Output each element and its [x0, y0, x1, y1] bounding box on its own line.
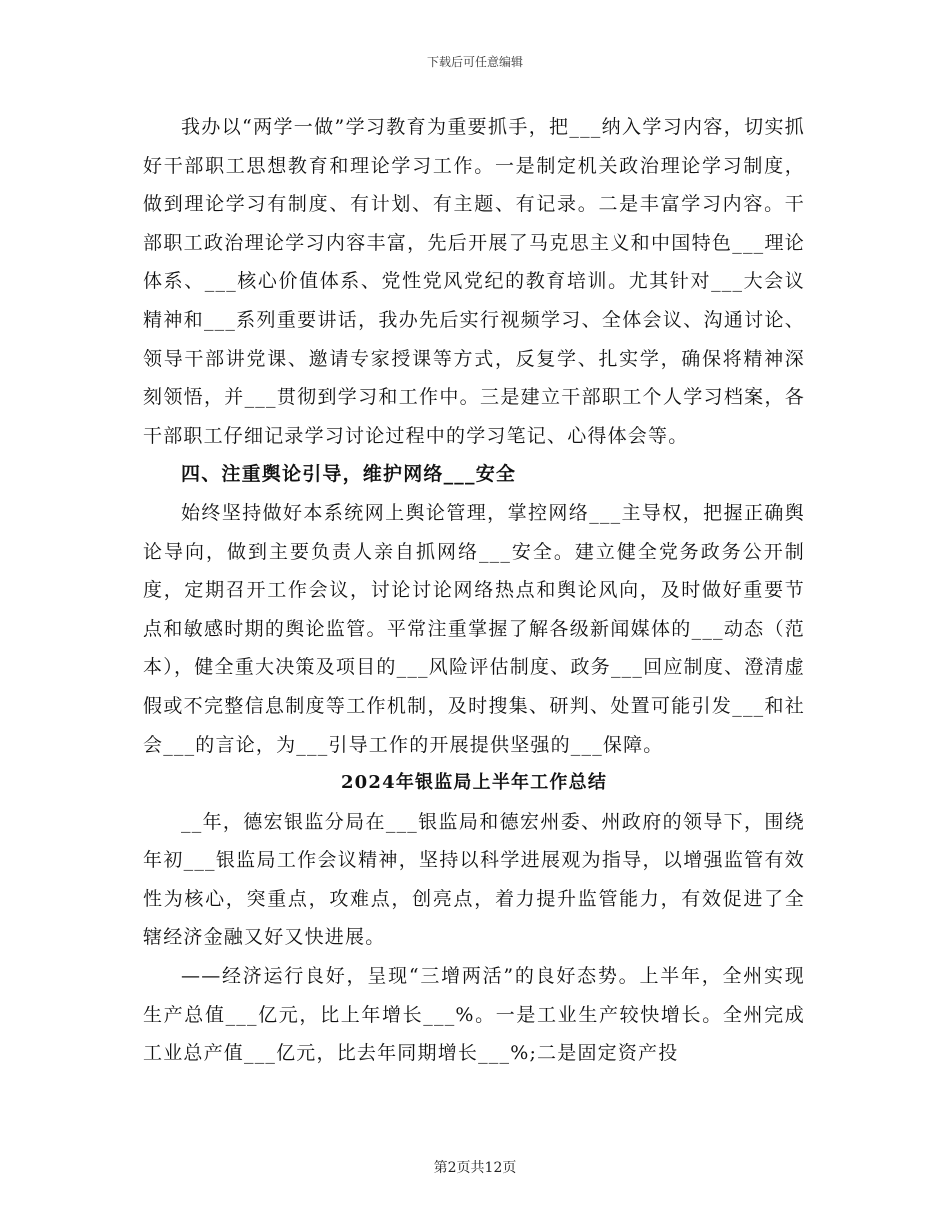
document-body [143, 108, 805, 1073]
page-header: 下载后可任意编辑 [426, 55, 523, 69]
document-title: 2024年银监局上半年工作总结 [340, 772, 608, 794]
paragraph-intro: __年，德宏银监分局在___银监局和德宏州委、州政府的领导下，围绕年初___银监局工作会议精神，坚持以科学进展观为指导，以增强监管有效性为核心，突重点，攻难点，创亮点，着力提升监管能力，有效促进了全辖经济金融又好又快进展。 [143, 810, 805, 949]
section-heading: 四、注重舆论引导，维护网络___安全 [181, 463, 517, 486]
paragraph-study: 我办以“两学一做”学习教育为重要抓手，把___纳入学习内容，切实抓好干部职工思想教育和理论学习工作。一是制定机关政治理论学习制度，做到理论学习有制度、有计划、有主题、有记录。二是丰富学习内容。干部职工政治理论学习内容丰富，先后开展了马克思主义和中国特色___理论体系、___核心价值体系、党性党风党纪的教育培训。尤其针对___大会议精神和___系列重要讲话，我办先后实行视频学习、全体会议、沟通讨论、领导干部讲党课、邀请专家授课等方式，反复学、扎实学，确保将精神深刻领悟，并___贯彻到学习和工作中。三是建立干部职工个人学习档案，各干部职工仔细记录学习讨论过程中的学习笔记、心得体会等。 [143, 116, 805, 447]
paragraph-public-opinion: 始终坚持做好本系统网上舆论管理，掌控网络___主导权，把握正确舆论导向，做到主要负责人亲自抓网络___安全。建立健全党务政务公开制度，定期召开工作会议，讨论讨论网络热点和舆论风向，及时做好重要节点和敏感时期的舆论监管。平常注重掌握了解各级新闻媒体的___动态（范本），健全重大决策及项目的___风险评估制度、政务___回应制度、澄清虚假或不完整信息制度等工作机制，及时搜集、研判、处置可能引发___和社会___的言论，为___引导工作的开展提供坚强的___保障。 [143, 501, 805, 756]
page-number: 第2页共12页 [433, 1160, 517, 1176]
paragraph-economy: ——经济运行良好，呈现“三增两活”的良好态势。上半年，全州实现生产总值___亿元，比上年增长___%。一是工业生产较快增长。全州完成工业总产值___亿元，比去年同期增长___%;二是固定资产投 [143, 965, 805, 1065]
